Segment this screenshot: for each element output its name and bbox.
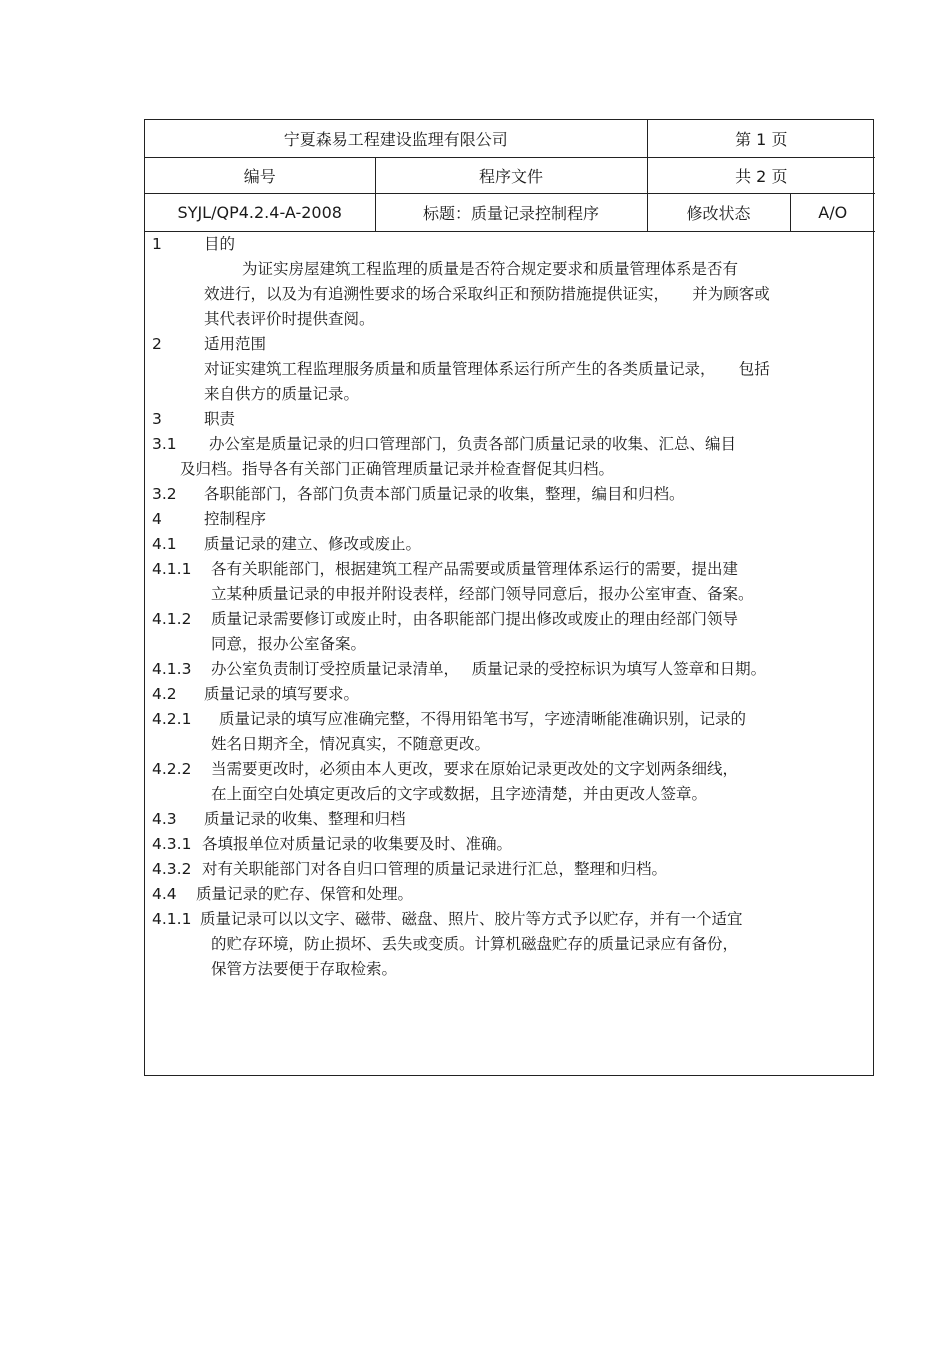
body-text: 质量记录需要修订或废止时，由各职能部门提出修改或废止的理由经部门领导 bbox=[211, 610, 739, 628]
body-text: 各有关职能部门，根据建筑工程产品需要或质量管理体系运行的需要，提出建 bbox=[211, 560, 739, 578]
doc-number: SYJL/QP4.2.4-A-2008 bbox=[145, 194, 375, 232]
clause-number: 4.1.1 bbox=[152, 560, 192, 578]
document-frame bbox=[144, 119, 874, 1076]
body-text: 为证实房屋建筑工程监理的质量是否符合规定要求和质量管理体系是否有 bbox=[242, 260, 739, 278]
clause-number: 4.4 bbox=[152, 885, 177, 903]
body-text: 质量记录的建立、修改或废止。 bbox=[204, 535, 422, 553]
total-pages: 共 2 页 bbox=[647, 158, 875, 194]
clause-number: 4.2.2 bbox=[152, 760, 192, 778]
section-heading: 控制程序 bbox=[204, 510, 267, 528]
doc-title: 标题：质量记录控制程序 bbox=[375, 194, 647, 232]
clause-number: 4.2 bbox=[152, 685, 177, 703]
body-text: 办公室是质量记录的归口管理部门，负责各部门质量记录的收集、汇总、编目 bbox=[209, 435, 737, 453]
section-number: 2 bbox=[152, 335, 162, 353]
body-text: 各职能部门，各部门负责本部门质量记录的收集，整理，编目和归档。 bbox=[204, 485, 685, 503]
body-text: 保管方法要便于存取检索。 bbox=[211, 960, 398, 978]
body-text: 对证实建筑工程监理服务质量和质量管理体系运行所产生的各类质量记录， 包括 bbox=[204, 360, 770, 378]
body-text: 质量记录的贮存、保管和处理。 bbox=[196, 885, 414, 903]
section-heading: 目的 bbox=[204, 235, 236, 253]
body-text: 在上面空白处填定更改后的文字或数据，且字迹清楚，并由更改人签章。 bbox=[211, 785, 708, 803]
revision-value: A/O bbox=[790, 194, 875, 232]
clause-number: 4.3.1 bbox=[152, 835, 192, 853]
body-text: 各填报单位对质量记录的收集要及时、准确。 bbox=[202, 835, 513, 853]
clause-number: 4.3 bbox=[152, 810, 177, 828]
body-text: 的贮存环境，防止损坏、丢失或变质。计算机磁盘贮存的质量记录应有备份， bbox=[211, 935, 739, 953]
section-heading: 职责 bbox=[204, 410, 236, 428]
section-heading: 适用范围 bbox=[204, 335, 267, 353]
doc-type: 程序文件 bbox=[375, 158, 647, 194]
clause-number: 4.2.1 bbox=[152, 710, 192, 728]
body-text: 质量记录的收集、整理和归档 bbox=[204, 810, 406, 828]
clause-number: 4.1.1 bbox=[152, 910, 192, 928]
body-text: 来自供方的质量记录。 bbox=[204, 385, 360, 403]
section-number: 1 bbox=[152, 235, 162, 253]
clause-number: 4.1.3 bbox=[152, 660, 192, 678]
clause-number: 4.3.2 bbox=[152, 860, 192, 878]
body-text: 质量记录可以以文字、磁带、磁盘、照片、胶片等方式予以贮存，并有一个适宜 bbox=[200, 910, 743, 928]
body-text: 对有关职能部门对各自归口管理的质量记录进行汇总，整理和归档。 bbox=[202, 860, 668, 878]
clause-number: 4.1 bbox=[152, 535, 177, 553]
clause-number: 3.2 bbox=[152, 485, 177, 503]
revision-label: 修改状态 bbox=[647, 194, 790, 232]
page-number: 第 1 页 bbox=[647, 120, 875, 158]
body-text: 质量记录的填写要求。 bbox=[204, 685, 360, 703]
section-number: 3 bbox=[152, 410, 162, 428]
section-number: 4 bbox=[152, 510, 162, 528]
body-text: 姓名日期齐全，情况真实，不随意更改。 bbox=[211, 735, 491, 753]
body-text: 质量记录的填写应准确完整，不得用铅笔书写，字迹清晰能准确识别，记录的 bbox=[219, 710, 747, 728]
code-label: 编号 bbox=[145, 158, 375, 194]
body-text: 当需要更改时，必须由本人更改，要求在原始记录更改处的文字划两条细线， bbox=[211, 760, 739, 778]
body-text: 立某种质量记录的申报并附设表样，经部门领导同意后，报办公室审查、备案。 bbox=[211, 585, 754, 603]
body-text: 效进行，以及为有追溯性要求的场合采取纠正和预防措施提供证实， 并为顾客或 bbox=[204, 285, 770, 303]
header-table bbox=[145, 120, 875, 232]
company-name: 宁夏森易工程建设监理有限公司 bbox=[145, 120, 647, 158]
body-text: 其代表评价时提供查阅。 bbox=[204, 310, 375, 328]
clause-number: 4.1.2 bbox=[152, 610, 192, 628]
body-text: 办公室负责制订受控质量记录清单， 质量记录的受控标识为填写人签章和日期。 bbox=[211, 660, 767, 678]
body-text: 同意，报办公室备案。 bbox=[211, 635, 367, 653]
clause-number: 3.1 bbox=[152, 435, 177, 453]
body-text: 及归档。指导各有关部门正确管理质量记录并检查督促其归档。 bbox=[180, 460, 615, 478]
